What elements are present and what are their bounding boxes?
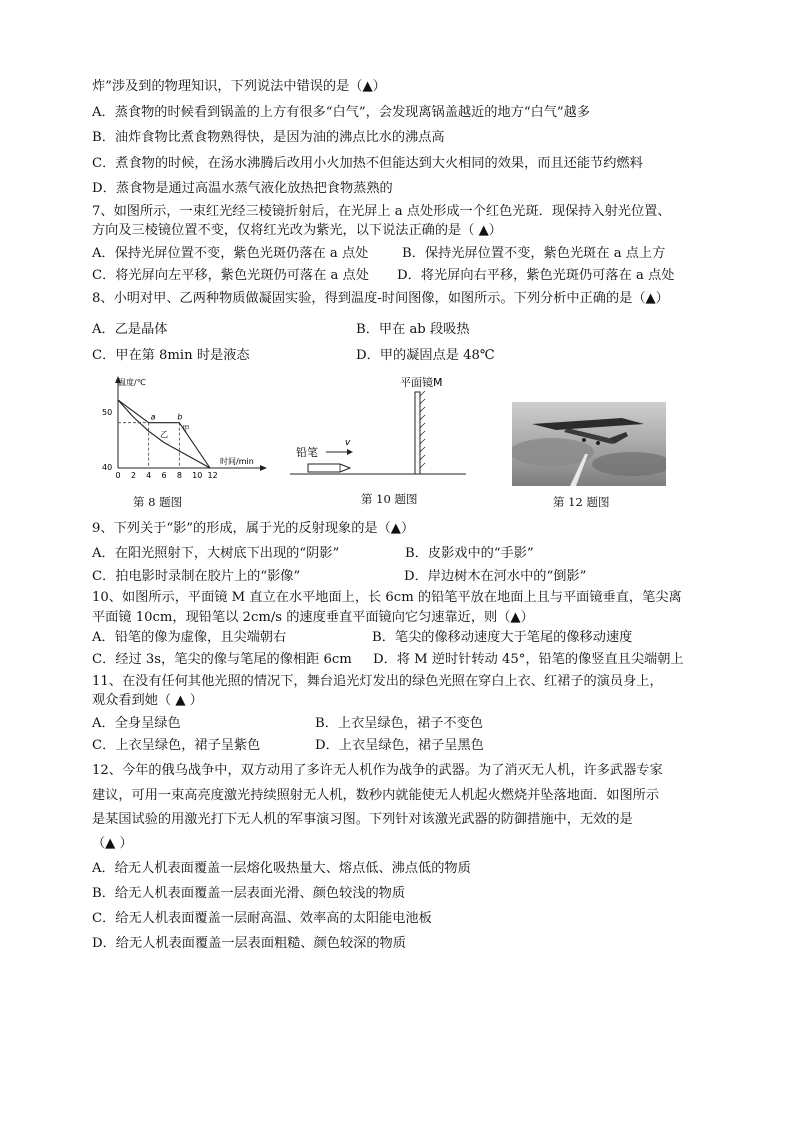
q8-option-c: C．甲在第 8min 时是液态: [92, 348, 250, 363]
q10-option-c: C．经过 3s，笔尖的像与笔尾的像相距 6cm: [92, 652, 352, 667]
x-axis-arrow: [260, 465, 267, 471]
q10-stem-line2: 平面镜 10cm，现铅笔以 2cm/s 的速度垂直平面镜向它匀速靠近，则（▲）: [92, 610, 534, 625]
mirror-label: 平面镜M: [400, 376, 443, 389]
q6-option-c: C．煮食物的时候，在汤水沸腾后改用小火加热不但能达到大火相同的效果，而且还能节约燃料: [92, 156, 643, 171]
velocity-label: v: [345, 438, 351, 448]
x-tick-label: 10: [192, 471, 203, 480]
q11-stem-line1: 11、在没有任何其他光照的情况下，舞台追光灯发出的绿色光照在穿白上衣、红裙子的演员身上，: [92, 674, 663, 689]
figure-12-caption: 第 12 题图: [553, 495, 610, 509]
q10-option-d: D．将 M 逆时针转动 45°，铅笔的像竖直且尖端朝上: [373, 652, 684, 667]
drone-wheel: [582, 438, 586, 442]
mirror-hatching: [420, 391, 425, 468]
q6-stem: 炸”涉及到的物理知识，下列说法中错误的是（▲）: [92, 79, 386, 94]
pencil: [308, 464, 350, 472]
q12-stem-line1: 12、今年的俄乌战争中，双方动用了多许无人机作为战争的武器。为了消灭无人机，许多武器专家: [92, 763, 663, 778]
q8-stem: 8、小明对甲、乙两种物质做凝固实验，得到温度-时间图像，如图所示。下列分析中正确的是（▲）: [92, 291, 669, 306]
q9-option-d: D．岸边树木在河水中的“倒影”: [404, 569, 587, 584]
figure-10-diagram: [290, 372, 470, 482]
velocity-arrowhead: [347, 449, 353, 455]
q9-option-a: A．在阳光照射下，大树底下出现的“阴影”: [92, 546, 340, 561]
plane-mirror: [415, 392, 420, 474]
q10-option-a: A．铅笔的像为虚像，且尖端朝右: [92, 630, 287, 645]
q12-option-b: B．给无人机表面覆盖一层表面光滑、颜色较浅的物质: [92, 886, 406, 901]
q12-stem-line3: 是某国试验的用激光打下无人机的军事演习图。下列针对该激光武器的防御措施中，无效的是: [92, 812, 633, 827]
q6-option-d: D．蒸食物是通过高温水蒸气液化放热把食物蒸熟的: [92, 181, 393, 196]
x-axis-label: 时间/min: [220, 457, 254, 466]
x-tick-label: 8: [176, 471, 182, 480]
q10-option-b: B．笔尖的像移动速度大于笔尾的像移动速度: [372, 630, 633, 645]
q6-option-a: A．蒸食物的时候看到锅盖的上方有很多“白气”，会发现离锅盖越近的地方“白气”越多: [92, 105, 591, 120]
q9-stem: 9、下列关于“影”的形成，属于光的反射现象的是（▲）: [92, 521, 415, 536]
pencil-label: 铅笔: [296, 446, 318, 459]
q7-option-d: D．将光屏向右平移，紫色光斑仍可落在 a 点处: [397, 268, 675, 283]
q12-stem-line2: 建议，可用一束高亮度激光持续照射无人机，数秒内就能使无人机起火燃烧并坠落地面．如图所示: [92, 788, 660, 803]
q10-stem-line1: 10、如图所示，平面镜 M 直立在水平地面上，长 6cm 的铅笔平放在地面上且与平面镜垂直，笔尖离: [92, 590, 682, 605]
x-tick-label: 6: [161, 471, 167, 480]
x-tick-label: 2: [130, 471, 136, 480]
q11-option-b: B．上衣呈绿色，裙子不变色: [315, 716, 483, 731]
figure-8-caption: 第 8 题图: [133, 495, 183, 509]
y-tick-50: 50: [102, 408, 113, 417]
point-b-label: b: [177, 412, 183, 422]
q7-stem-line1: 7、如图所示，一束红光经三棱镜折射后，在光屏上 a 点处形成一个红色光斑．现保持入射光位置、: [92, 204, 671, 219]
figure-10-caption: 第 10 题图: [361, 492, 418, 506]
q12-option-a: A．给无人机表面覆盖一层熔化吸热量大、熔点低、沸点低的物质: [92, 861, 471, 876]
q7-option-c: C．将光屏向左平移，紫色光斑仍可落在 a 点处: [92, 268, 369, 283]
x-tick-label: 4: [146, 471, 152, 480]
drone-wheel: [596, 441, 600, 445]
series-yi-label: 乙: [160, 429, 169, 439]
q12-option-d: D．给无人机表面覆盖一层表面粗糙、颜色较深的物质: [92, 936, 406, 951]
q12-option-c: C．给无人机表面覆盖一层耐高温、效率高的太阳能电池板: [92, 911, 432, 926]
figure-12-photo: [512, 402, 666, 486]
q9-option-b: B．皮影戏中的“手影”: [405, 546, 534, 561]
figure-8-chart: [98, 374, 268, 490]
q11-option-d: D．上衣呈绿色，裙子呈黑色: [315, 738, 484, 753]
series-jia-label: 甲: [182, 424, 190, 433]
point-a-label: a: [150, 412, 156, 422]
y-axis-label: 温度/℃: [118, 378, 146, 387]
x-tick-label: 12: [207, 471, 218, 480]
q6-option-b: B．油炸食物比煮食物熟得快，是因为油的沸点比水的沸点高: [92, 130, 445, 145]
q11-option-a: A．全身呈绿色: [92, 716, 181, 731]
q7-stem-line2: 方向及三棱镜位置不变，仅将红光改为紫光，以下说法正确的是（ ▲）: [92, 223, 502, 238]
q9-option-c: C．拍电影时录制在胶片上的“影像”: [92, 569, 301, 584]
q8-option-d: D．甲的凝固点是 48℃: [356, 348, 495, 363]
q7-option-a: A．保持光屏位置不变，紫色光斑仍落在 a 点处: [92, 246, 369, 261]
q7-option-b: B．保持光屏位置不变，紫色光斑在 a 点上方: [402, 246, 666, 261]
q8-option-a: A．乙是晶体: [92, 322, 168, 337]
q11-option-c: C．上衣呈绿色，裙子呈紫色: [92, 738, 261, 753]
q12-stem-line4: （▲ ）: [92, 836, 133, 851]
x-tick-label: 0: [115, 471, 121, 480]
y-tick-40: 40: [102, 463, 113, 472]
q8-option-b: B．甲在 ab 段吸热: [356, 322, 470, 337]
q11-stem-line2: 观众看到她（ ▲ ）: [92, 693, 203, 708]
